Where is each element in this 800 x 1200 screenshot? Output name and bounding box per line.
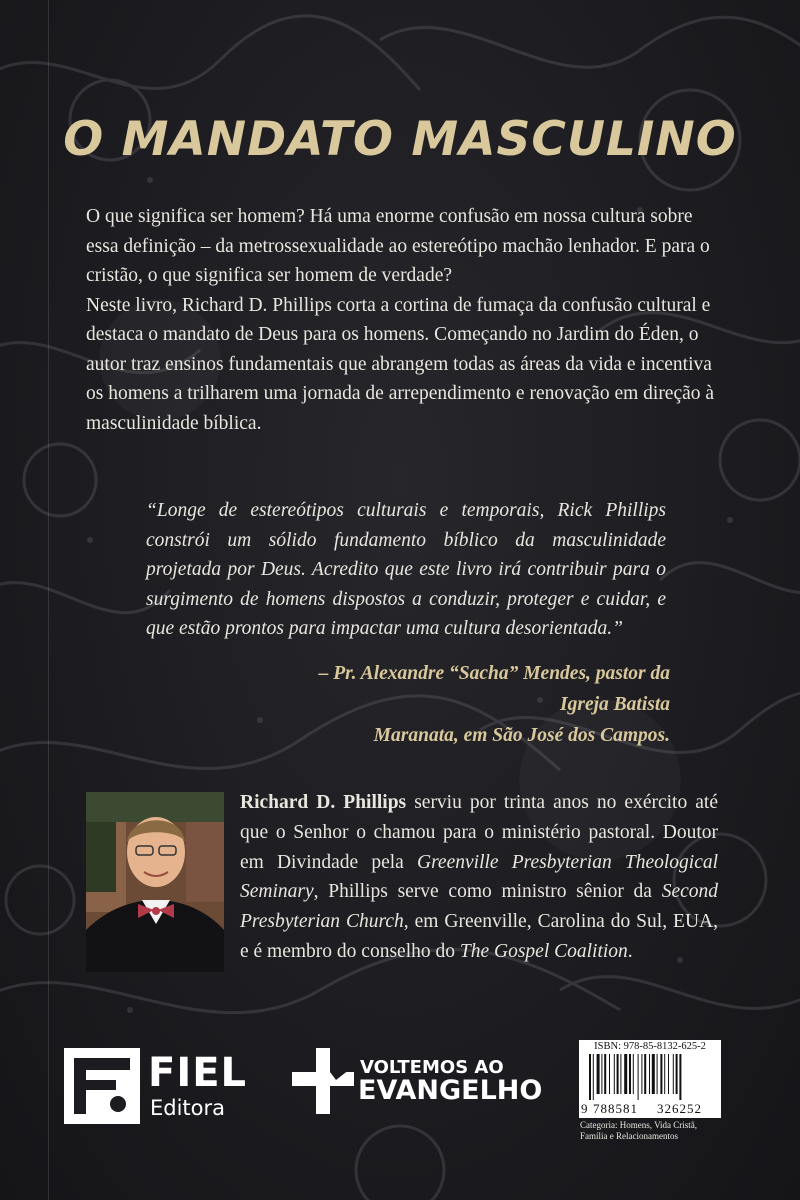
bio-paragraph <box>240 788 718 967</box>
cross-arrow-icon <box>292 1048 354 1114</box>
bio-coalition: The Gospel Coalition <box>459 940 628 962</box>
quote-text: “Longe de estereótipos culturais e temporais, Rick Phillips constrói um sólido fundamento bíblico da masculinidade projetada por Deus. Acredito que este livro irá contribuir para o surgimento de homens dispostos a conduzir, proteger e cuidar, e que estão prontos para impactar uma cultura desorientada.” <box>146 500 666 639</box>
bio-text-1: serviu por trinta anos no exército até que o Senhor o chamou para o ministério pastoral. Doutor em Divindade pela <box>240 792 718 873</box>
spine-edge <box>48 0 49 1200</box>
blurb-paragraph-1: O que significa ser homem? Há uma enorme confusão em nossa cultura sobre essa definição – da metrossexualidade ao estereótipo machão lenhador. E para o cristão, o que significa ser homem de verdade? <box>86 206 710 286</box>
book-blurb <box>86 202 726 438</box>
publisher-name: FIEL <box>148 1050 248 1096</box>
bio-seminary: Greenville Presbyterian Theological Seminary <box>240 851 719 903</box>
bio-text-3: , em Greenville, Carolina do Sul, EUA, e é membro do conselho do <box>240 911 718 962</box>
bio-text-2: , Phillips serve como ministro sênior da <box>313 881 662 903</box>
author-portrait-icon <box>86 792 224 972</box>
book-title: O MANDATO MASCULINO <box>63 112 737 167</box>
partner-name-line-2: EVANGELHO <box>358 1075 543 1106</box>
author-name: Richard D. Phillips <box>240 792 407 813</box>
book-category: Categoria: Homens, Vida Cristã, Família e Relacionamentos <box>580 1120 698 1141</box>
endorsement-quote <box>146 496 666 644</box>
author-photo <box>86 792 224 972</box>
publisher-subtitle: Editora <box>150 1096 226 1120</box>
isbn-number: ISBN: 978-85-8132-625-2 <box>594 1041 706 1052</box>
barcode-first-digit: 9 <box>581 1101 588 1116</box>
quote-attribution <box>300 658 670 751</box>
barcode-left-digits: 788581 <box>593 1101 638 1116</box>
barcode-icon <box>585 1054 715 1100</box>
bio-text-4: . <box>627 940 633 962</box>
author-bio <box>240 788 718 967</box>
blurb-paragraph-2: Neste livro, Richard D. Phillips corta a cortina de fumaça da confusão cultural e destaca o mandato de Deus para os homens. Começando no Jardim do Éden, o autor traz ensinos fundamentais que abrangem todas as áreas da vida e incentiva os homens a trilharem uma jornada de arrependimento e renovação em direção à masculinidade bíblica. <box>86 294 715 434</box>
attribution-line-1: – Pr. Alexandre “Sacha” Mendes, pastor da Igreja Batista <box>318 663 670 715</box>
attribution-line-2: Maranata, em São José dos Campos. <box>373 725 670 746</box>
fiel-logo-icon <box>64 1048 140 1124</box>
partner-name-line-1: VOLTEMOS AO <box>360 1057 504 1078</box>
bio-church: Second Presbyterian Church <box>240 881 718 933</box>
barcode-panel <box>579 1040 721 1118</box>
barcode-right-digits: 326252 <box>657 1101 702 1116</box>
